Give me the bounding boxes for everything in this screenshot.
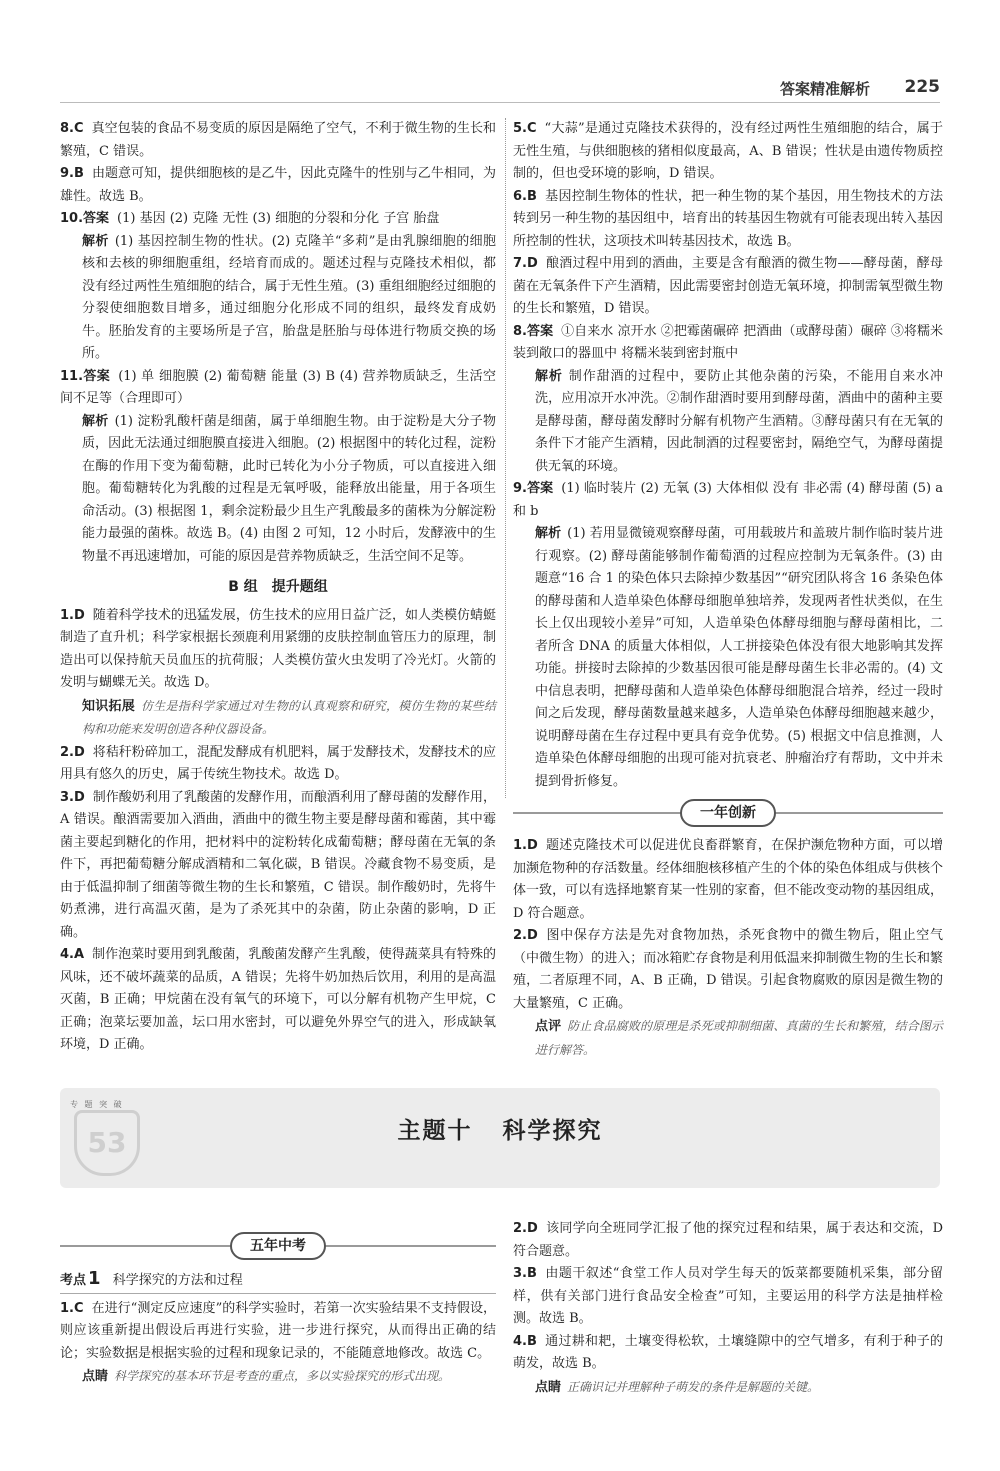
item-text: ①自来水 凉开水 ②把霉菌碾碎 把酒曲（或酵母菌）碾碎 ③将糯米装到敞口的器皿中 将糯米装到密封瓶中 xyxy=(513,323,944,361)
item-text: 制作泡菜时要用到乳酸菌，乳酸菌发酵产生乳酸，使得蔬菜具有特殊的风味，还不破坏蔬菜的品质，A 错误；先将牛奶加热后饮用，利用的是高温灭菌，B 正确；甲烷菌在没有氧气的环境下，可以分解有机物产生甲烷，C 正确；泡菜坛要加盖，坛口用水密封，可以避免外界空气的进入，形成缺氧环境，D 正确。 xyxy=(60,947,496,1052)
item-number: 5.C xyxy=(513,121,537,136)
item-text: 制作甜酒的过程中，要防止其他杂菌的污染，不能用自来水冲洗，应用凉开水冲洗。②制作甜酒时要用到酵母菌，酒曲中的菌种主要是酵母菌，酵母菌发酵时分解有机物产生酒精。③酵母菌只有在无氧的条件下才能产生酒精，因此制酒的过程要密封，隔绝空气，为酵母菌提供无氧的环境。 xyxy=(535,368,943,474)
kaodian-number: 1 xyxy=(88,1268,101,1289)
header-rule xyxy=(60,102,940,103)
answer-explanation xyxy=(60,695,496,742)
item-number: 9.B xyxy=(60,166,84,181)
item-label: 点睛 xyxy=(535,1379,562,1395)
item-text: (1) 临时装片 (2) 无氧 (3) 大体相似 没有 非必需 (4) 酵母菌 (5) a 和 b xyxy=(513,481,944,519)
five-year-badge: 五年中考 xyxy=(230,1232,326,1260)
item-number: 8.C xyxy=(60,121,84,136)
item-text: 真空包装的食品不易变质的原因是隔绝了空气，不利于微生物的生长和繁殖，C 错误。 xyxy=(60,121,496,159)
item-label: 解析 xyxy=(535,526,562,541)
answer-item xyxy=(60,118,496,163)
left-column xyxy=(60,118,496,1057)
page-number: 225 xyxy=(904,77,940,97)
item-text: 将秸秆粉碎加工，混配发酵成有机肥料，属于发酵技术，发酵技术的应用具有悠久的历史，属于传统生物技术。故选 D。 xyxy=(60,744,496,782)
right-bottom-items xyxy=(513,1218,943,1399)
answer-explanation xyxy=(60,1365,496,1389)
page-header xyxy=(0,0,1000,100)
kaodian-heading xyxy=(60,1268,496,1294)
answer-item xyxy=(513,835,943,925)
item-text: 图中保存方法是先对食物加热，杀死食物中的微生物后，阻止空气（中微生物）的进入；而冰箱贮存食物是利用低温来抑制微生物的生长和繁殖，二者原理不同，A、B 正确，D 错误。引起食物腐败的原因是微生物的大量繁殖，C 正确。 xyxy=(513,928,943,1011)
item-number: 1.D xyxy=(60,607,85,623)
answer-item xyxy=(513,478,943,523)
item-number: 1.D xyxy=(513,838,538,853)
header-tag: 答案精准解析 xyxy=(779,80,870,98)
item-number: 2.D xyxy=(513,928,538,943)
answer-item xyxy=(60,787,496,945)
item-text: 通过耕和耙，土壤变得松软，土壤缝隙中的空气增多，有利于种子的萌发，故选 B。 xyxy=(513,1333,943,1371)
item-text: (1) 若用显微镜观察酵母菌，可用载玻片和盖玻片制作临时装片进行观察。(2) 酵母菌能够制作葡萄酒的过程应控制为无氧条件。(3) 由题意“16 合 1 的染色体只去除掉少数基因”“研究团队将含 16 条染色体的酵母菌和人造单染色体酵母细胞单独培养，发现两者性状类似，在生长上仅出现较小差异”可知，人造单染色体酵母细胞与酵母菌相比，二者所含 DNA 的质量大体相似，人工拼接染色体没有很大地影响其发挥功能。拼接时去除掉的少数基因很可能是酵母菌生长非必需的。(4) 文中信息表明，把酵母菌和人造单染色体酵母细胞混合培养，经过一段时间之后发现，酵母菌数量越来越多，人造单染色体酵母细胞越来越少，说明酵母菌在生存过程中更具有竞争优势。(5) 根据文中信息推测，人造单染色体酵母细胞的出现可能对抗衰老、肿瘤治疗有帮助，文中并未提到骨折修复。 xyxy=(535,526,943,789)
right-top-items xyxy=(513,118,943,793)
left-bottom-column xyxy=(60,1226,496,1389)
item-number: 3.B xyxy=(513,1266,537,1281)
item-number: 2.D xyxy=(513,1221,538,1236)
answer-item xyxy=(60,1298,496,1366)
item-text: 酿酒过程中用到的酒曲，主要是含有酿酒的微生物——酵母菌，酵母菌在无氧条件下产生酒精，因此需要密封创造无氧环境，抑制需氧型微生物的生长和繁殖，D 错误。 xyxy=(513,256,943,316)
answer-item xyxy=(60,605,496,695)
answer-item xyxy=(60,163,496,208)
right-innov-items xyxy=(513,835,943,1062)
answer-item xyxy=(513,321,943,366)
item-number: 3.D xyxy=(60,789,85,805)
item-text: 该同学向全班同学汇报了他的探究过程和结果，属于表达和交流，D 符合题意。 xyxy=(513,1221,943,1259)
item-text: (1) 淀粉乳酸杆菌是细菌，属于单细胞生物。由于淀粉是大分子物质，因此无法通过细胞膜直接进入细胞。(2) 根据图中的转化过程，淀粉在酶的作用下变为葡萄糖，此时已转化为小分子物质，可以直接进入细胞。葡萄糖转化为乳酸的过程是无氧呼吸，能释放出能量，用于各项生命活动。(3) 根据图 1，剩余淀粉最少且生产乳酸最多的菌株为分解淀粉能力最强的菌株。故选 B。(4) 由图 2 可知，12 小时后，发酵液中的生物量不再迅速增加，可能的原因是营养物质缺乏，生活空间不足等。 xyxy=(82,413,496,564)
kaodian-prefix: 考点 xyxy=(60,1273,87,1288)
item-label: 知识拓展 xyxy=(82,698,135,714)
left-b-items xyxy=(60,605,496,1057)
answer-explanation xyxy=(513,523,943,793)
item-text: 在进行“测定反应速度”的科学实验时，若第一次实验结果不支持假设，则应该重新提出假设后再进行实验，进一步进行探究，从而得出正确的结论；实验数据是根据实验的过程和现象记录的，不能随意地修改。故选 C。 xyxy=(60,1300,496,1361)
answer-explanation xyxy=(60,231,496,366)
answer-item xyxy=(513,186,943,254)
topic-title: 主题十 科学探究 xyxy=(397,1118,603,1144)
answer-item xyxy=(513,1218,943,1263)
item-text: 由题意可知，提供细胞核的是乙牛，因此克隆牛的性别与乙牛相同，为雄性。故选 B。 xyxy=(60,166,496,204)
item-text: 基因控制生物体的性状，把一种生物的某个基因，用生物技术的方法转到另一种生物的基因组中，培育出的转基因生物就有可能表现出转入基因所控制的性状，这项技术叫转基因技术，故选 B。 xyxy=(513,188,943,249)
item-text: (1) 基因 (2) 克隆 无性 (3) 细胞的分裂和分化 子宫 胎盘 xyxy=(117,211,440,226)
item-text: (1) 单 细胞膜 (2) 葡萄糖 能量 (3) B (4) 营养物质缺乏，生活空间不足等（合理即可） xyxy=(60,368,496,406)
innovation-section-header xyxy=(513,797,943,827)
kaodian-title: 科学探究的方法和过程 xyxy=(112,1273,243,1288)
right-bottom-column xyxy=(513,1218,943,1399)
item-number: 4.B xyxy=(513,1333,537,1349)
series-label: 专 题 突 破 xyxy=(70,1100,124,1109)
item-label: 解析 xyxy=(82,413,109,429)
answer-item xyxy=(60,366,496,411)
answer-item xyxy=(513,253,943,321)
answer-item xyxy=(60,208,496,231)
answer-item xyxy=(513,1263,943,1331)
innovation-badge: 一年创新 xyxy=(680,799,776,827)
item-text: (1) 基因控制生物的性状。(2) 克隆羊“多莉”是由乳腺细胞的细胞核和去核的卵细胞重组，经培育而成的。题述过程与克隆技术相似，都没有经过两性生殖细胞的结合，属于无性生殖。(3) 重组细胞经过细胞的分裂使细胞数目增多，通过细胞分化形成不同的组织，最终发育成奶牛。胚胎发育的主要场所是子宫，胎盘是胚胎与母体进行物质交换的场所。 xyxy=(82,233,496,361)
item-text: 仿生是指科学家通过对生物的认真观察和研究，模仿生物的某些结构和功能来发明创造各种仪器设备。 xyxy=(82,698,496,736)
series-logo: 53 xyxy=(74,1110,140,1176)
item-number: 7.D xyxy=(513,256,538,271)
item-number: 6.B xyxy=(513,188,537,204)
item-text: 防止食品腐败的原理是杀死或抑制细菌、真菌的生长和繁殖，结合图示进行解答。 xyxy=(535,1019,943,1057)
item-number: 9.答案 xyxy=(513,481,554,496)
right-column xyxy=(513,118,943,1062)
item-text: 科学探究的基本环节是考查的重点，多以实验探究的形式出现。 xyxy=(114,1369,451,1383)
item-text: 由题干叙述“食堂工作人员对学生每天的饭菜都要随机采集，部分留样，供有关部门进行食品安全检查”可知，主要运用的科学方法是抽样检测。故选 B。 xyxy=(513,1266,943,1326)
answer-explanation xyxy=(513,366,943,479)
answer-explanation xyxy=(513,1015,943,1062)
item-text: 正确识记并理解种子萌发的条件是解题的关键。 xyxy=(567,1379,820,1394)
answer-item xyxy=(60,944,496,1057)
five-year-section-header xyxy=(60,1230,496,1260)
item-number: 1.C xyxy=(60,1300,84,1316)
item-text: 制作酸奶利用了乳酸菌的发酵作用，而酿酒利用了酵母菌的发酵作用，A 错误。酿酒需要加入酒曲，酒曲中的微生物主要是酵母菌和霉菌，其中霉菌主要起到糖化的作用，把材料中的淀粉转化成葡萄糖；酵母菌在无氧的条件下，再把葡萄糖分解成酒精和二氧化碳，B 错误。冷藏食物不易变质，是由于低温抑制了细菌等微生物的生长和繁殖，C 错误。制作酸奶时，先将牛奶煮沸，进行高温灭菌，是为了杀死其中的杂菌，防止杂菌的影响，D 正确。 xyxy=(60,789,496,940)
item-number: 10.答案 xyxy=(60,211,110,226)
item-label: 点评 xyxy=(535,1019,562,1034)
answer-item xyxy=(513,118,943,186)
item-number: 4.A xyxy=(60,947,85,962)
item-text: “大蒜”是通过克隆技术获得的，没有经过两性生殖细胞的结合，属于无性生殖，与供细胞核的猪相似度最高，A、B 错误；性状是由遗传物质控制的，但也受环境的影响，D 错误。 xyxy=(513,121,943,181)
item-label: 解析 xyxy=(82,233,109,249)
item-number: 11.答案 xyxy=(60,368,111,384)
answer-explanation xyxy=(60,411,496,569)
answer-item xyxy=(513,1331,943,1376)
answer-explanation xyxy=(513,1376,943,1400)
topic-banner xyxy=(60,1088,940,1188)
item-label: 解析 xyxy=(535,368,563,384)
item-text: 题述克隆技术可以促进优良畜群繁育，在保护濒危物种方面，可以增加濒危物种的存活数量。经体细胞核移植产生的个体的染色体组成与供核个体一致，可以有选择地繁育某一性别的家畜，但不能改变动物的基因组成，D 符合题意。 xyxy=(513,838,943,921)
item-number: 2.D xyxy=(60,744,85,760)
group-b-heading: B 组 提升题组 xyxy=(228,579,328,595)
left-top-items xyxy=(60,118,496,568)
item-text: 随着科学技术的迅猛发展，仿生技术的应用日益广泛，如人类模仿蜻蜓制造了直升机；科学家根据长颈鹿利用紧绷的皮肤控制血管压力的原理，制造出可以保持航天员血压的抗荷服；人类模仿萤火虫发明了冷光灯。火箭的发明与蝴蝶无关。故选 D。 xyxy=(60,607,496,690)
item-label: 点睛 xyxy=(82,1369,109,1384)
answer-item xyxy=(513,925,943,1015)
item-number: 8.答案 xyxy=(513,323,554,339)
column-divider xyxy=(505,118,506,798)
answer-item xyxy=(60,742,496,787)
left-bottom-items xyxy=(60,1298,496,1389)
